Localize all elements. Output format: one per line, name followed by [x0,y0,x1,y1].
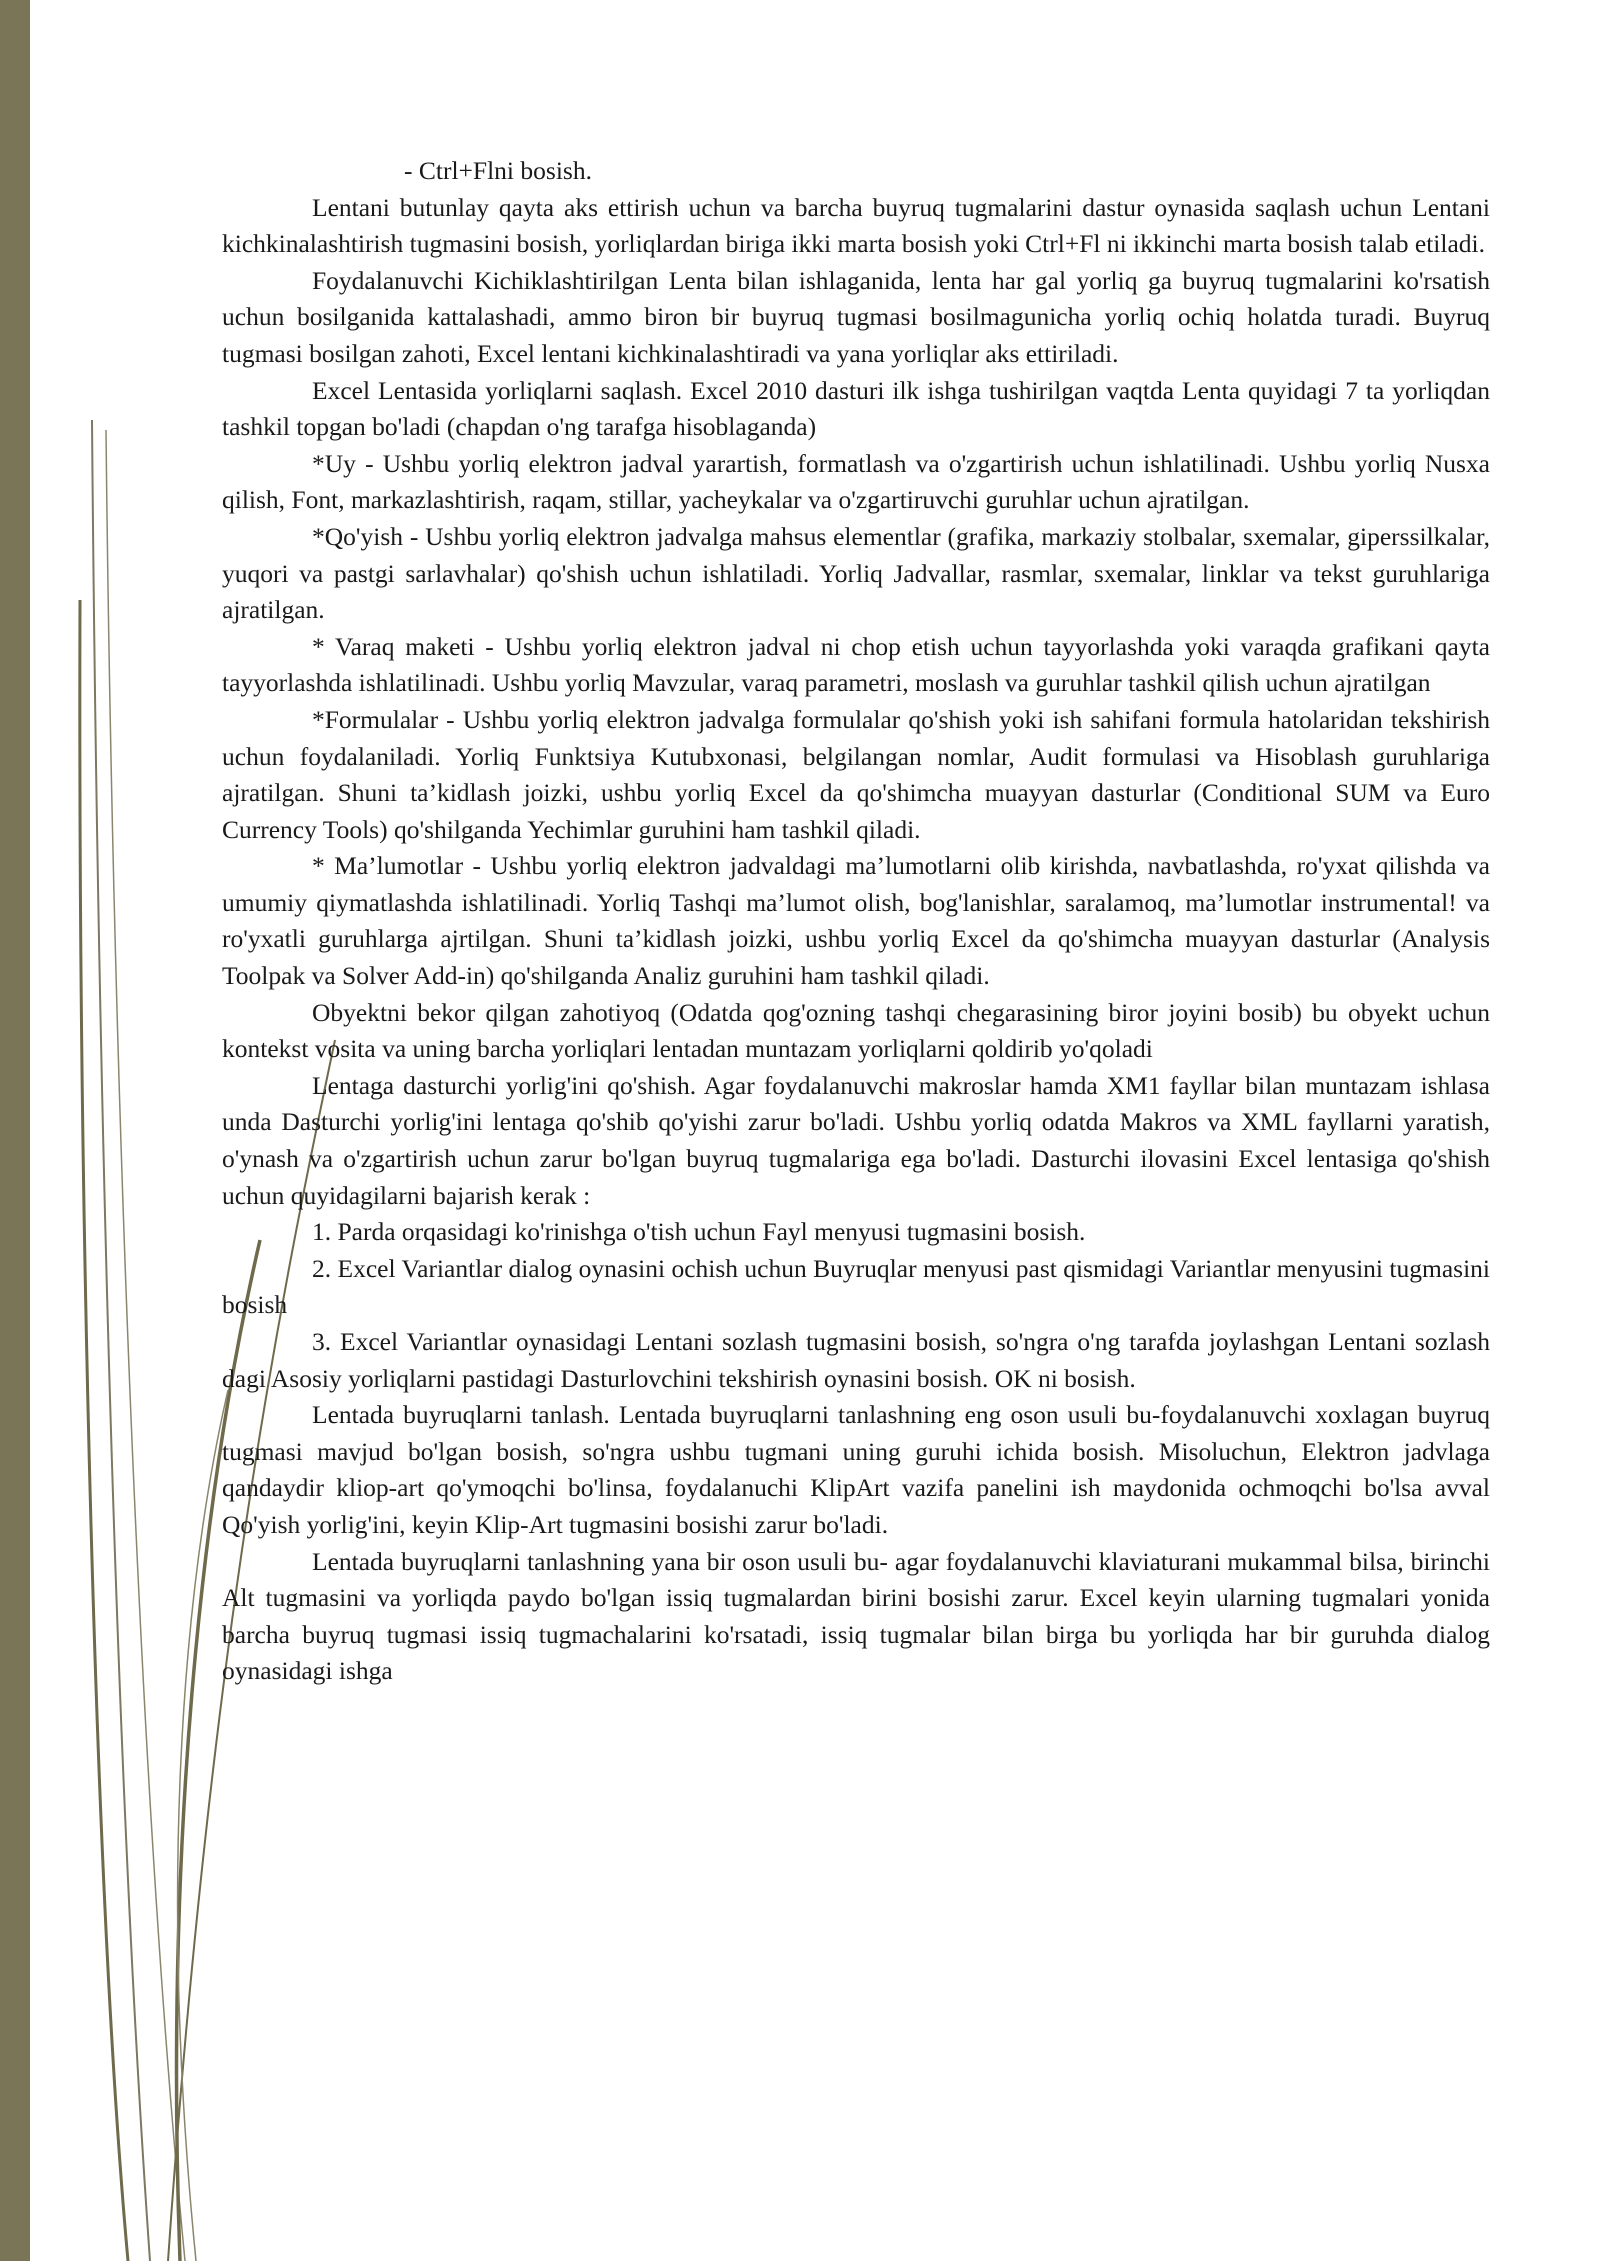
paragraph: Excel Lentasida yorliqlarni saqlash. Excel 2010 dasturi ilk ishga tushirilgan vaqtda Lenta quyidagi 7 ta yorliqdan tashkil topgan bo'ladi (chapdan o'ng tarafga hisoblaganda) [222,375,1490,442]
paragraph: Foydalanuvchi Kichiklashtirilgan Lenta bilan ishlaganida, lenta har gal yorliq ga buyruq tugmalarini ko'rsatish uchun bosilganida kattalashadi, ammo biron bir buyruq tugmasi bosilmagunicha yorliq ochiq holatda turadi. Buyruq tugmasi bosilgan zahoti, Excel lentani kichkinalashtiradi va yana yorliqlar aks ettiriladi. [222,265,1490,368]
deco-line-1 [92,420,150,2261]
deco-line-3 [80,600,128,2261]
paragraph: * Varaq maketi - Ushbu yorliq elektron jadval ni chop etish uchun tayyorlashda yoki varaqda grafikani qayta tayyorlashda ishlatilinadi. Ushbu yorliq Mavzular, varaq parametri, moslash va guruhlar tashkil qilish uchun ajratilgan [222,631,1490,698]
paragraph: Obyektni bekor qilgan zahotiyoq (Odatda qog'ozning tashqi chegarasining biror joyini bosib) bu obyekt uchun kontekst vosita va uning barcha yorliqlari lentadan muntazam yorliqlarni qoldirib yo'qoladi [222,997,1490,1064]
paragraph: - Ctrl+Flni bosish. [404,156,592,185]
left-sidebar-bar [0,0,30,2261]
paragraph: * Ma’lumotlar - Ushbu yorliq elektron jadvaldagi ma’lumotlarni olib kirishda, navbatlashda, ro'yxat qilishda va umumiy qiymatlashda ishlatilinadi. Yorliq Tashqi ma’lumot olish, bog'lanishlar, saralamoq, ma’lumotlar instrumental! va ro'yxatli guruhlarga ajrtilgan. Shuni ta’kidlash joizki, ushbu yorliq Excel da qo'shimcha muayyan dasturlar (Analysis Toolpak va Solver Add-in) qo'shilganda Analiz guruhini ham tashkil qiladi. [222,851,1490,991]
document-body [222,153,1490,1690]
paragraph: *Formulalar - Ushbu yorliq elektron jadvalga formulalar qo'shish yoki ish sahifani formula hatolaridan tekshirish uchun foydalaniladi. Yorliq Funktsiya Kutubxonasi, belgilangan nomlar, Audit formulasi va Hisoblash guruhlariga ajratilgan. Shuni ta’kidlash joizki, ushbu yorliq Excel da qo'shimcha muayyan dasturlar (Conditional SUM va Euro Currency Tools) qo'shilganda Yechimlar guruhini ham tashkil qiladi. [222,704,1490,844]
deco-line-2 [106,430,185,2261]
paragraph: *Qo'yish - Ushbu yorliq elektron jadvalga mahsus elementlar (grafika, markaziy stolbalar, sxemalar, giperssilkalar, yuqori va pastgi sarlavhalar) qo'shish uchun ishlatiladi. Yorliq Jadvallar, rasmlar, sxemalar, linklar va tekst guruhlariga ajratilgan. [222,521,1490,625]
paragraph: Lentada buyruqlarni tanlashning yana bir oson usuli bu- agar foydalanuvchi klaviaturani mukammal bilsa, birinchi Alt tugmasini va yorliqda paydo bo'lgan issiq tugmalardan birini bosishi zarur. Excel keyin ularning tugmalari yonida barcha buyruq tugmasi issiq tugmachalarini ko'rsatadi, issiq tugmalar bilan birga bu yorliqda har bir guruhda dialog oynasidagi ishga [222,1546,1490,1686]
paragraph: Lentani butunlay qayta aks ettirish uchun va barcha buyruq tugmalarini dastur oynasida saqlash uchun Lentani kichkinalashtirish tugmasini bosish, yorliqlardan biriga ikki marta bosish yoki Ctrl+Fl ni ikkinchi marta bosish talab etiladi. [222,192,1490,259]
paragraph: *Uy - Ushbu yorliq elektron jadval yarartish, formatlash va o'zgartirish uchun ishlatilinadi. Ushbu yorliq Nusxa qilish, Font, markazlashtirish, raqam, stillar, yacheykalar va o'zgartiruvchi guruhlar uchun ajratilgan. [222,448,1490,515]
paragraph: Lentada buyruqlarni tanlash. Lentada buyruqlarni tanlashning eng oson usuli bu-foydalanuvchi xoxlagan buyruq tugmasi mavjud bo'lgan bosish, so'ngra ushbu tugmani uning guruhi ichida bosish. Misoluchun, Elektron jadvlaga qandaydir kliop-art qo'ymoqchi bo'linsa, foydalanuchi KlipArt vazifa panelini ish maydonida ochmoqchi bo'lsa avval Qo'yish yorlig'ini, keyin Klip-Art tugmasini bosishi zarur bo'ladi. [222,1400,1490,1539]
deco-line-6 [178,1390,228,2261]
paragraph: Lentaga dasturchi yorlig'ini qo'shish. Agar foydalanuvchi makroslar hamda XM1 fayllar bilan muntazam ishlasa unda Dasturchi yorlig'ini lentaga qo'shib qo'yishi zarur bo'ladi. Ushbu yorliq odatda Makros va XML fayllarni yaratish, o'ynash va o'zgartirish uchun zarur bo'lgan buyruq tugmalariga ega bo'ladi. Dasturchi ilovasini Excel lentasiga qo'shish uchun quyidagilarni bajarish kerak : [222,1070,1490,1210]
list-item: 1. Parda orqasidagi ko'rinishga o'tish uchun Fayl menyusi tugmasini bosish. [312,1217,1086,1247]
list-item: 2. Excel Variantlar dialog oynasini ochish uchun Buyruqlar menyusi past qismidagi Variantlar menyusini tugmasini bosish [222,1253,1490,1320]
list-item: 3. Excel Variantlar oynasidagi Lentani sozlash tugmasini bosish, so'ngra o'ng tarafda joylashgan Lentani sozlash dagi Asosiy yorliqlarni pastidagi Dasturlovchini tekshirish oynasini bosish. OK ni bosish. [222,1327,1490,1393]
